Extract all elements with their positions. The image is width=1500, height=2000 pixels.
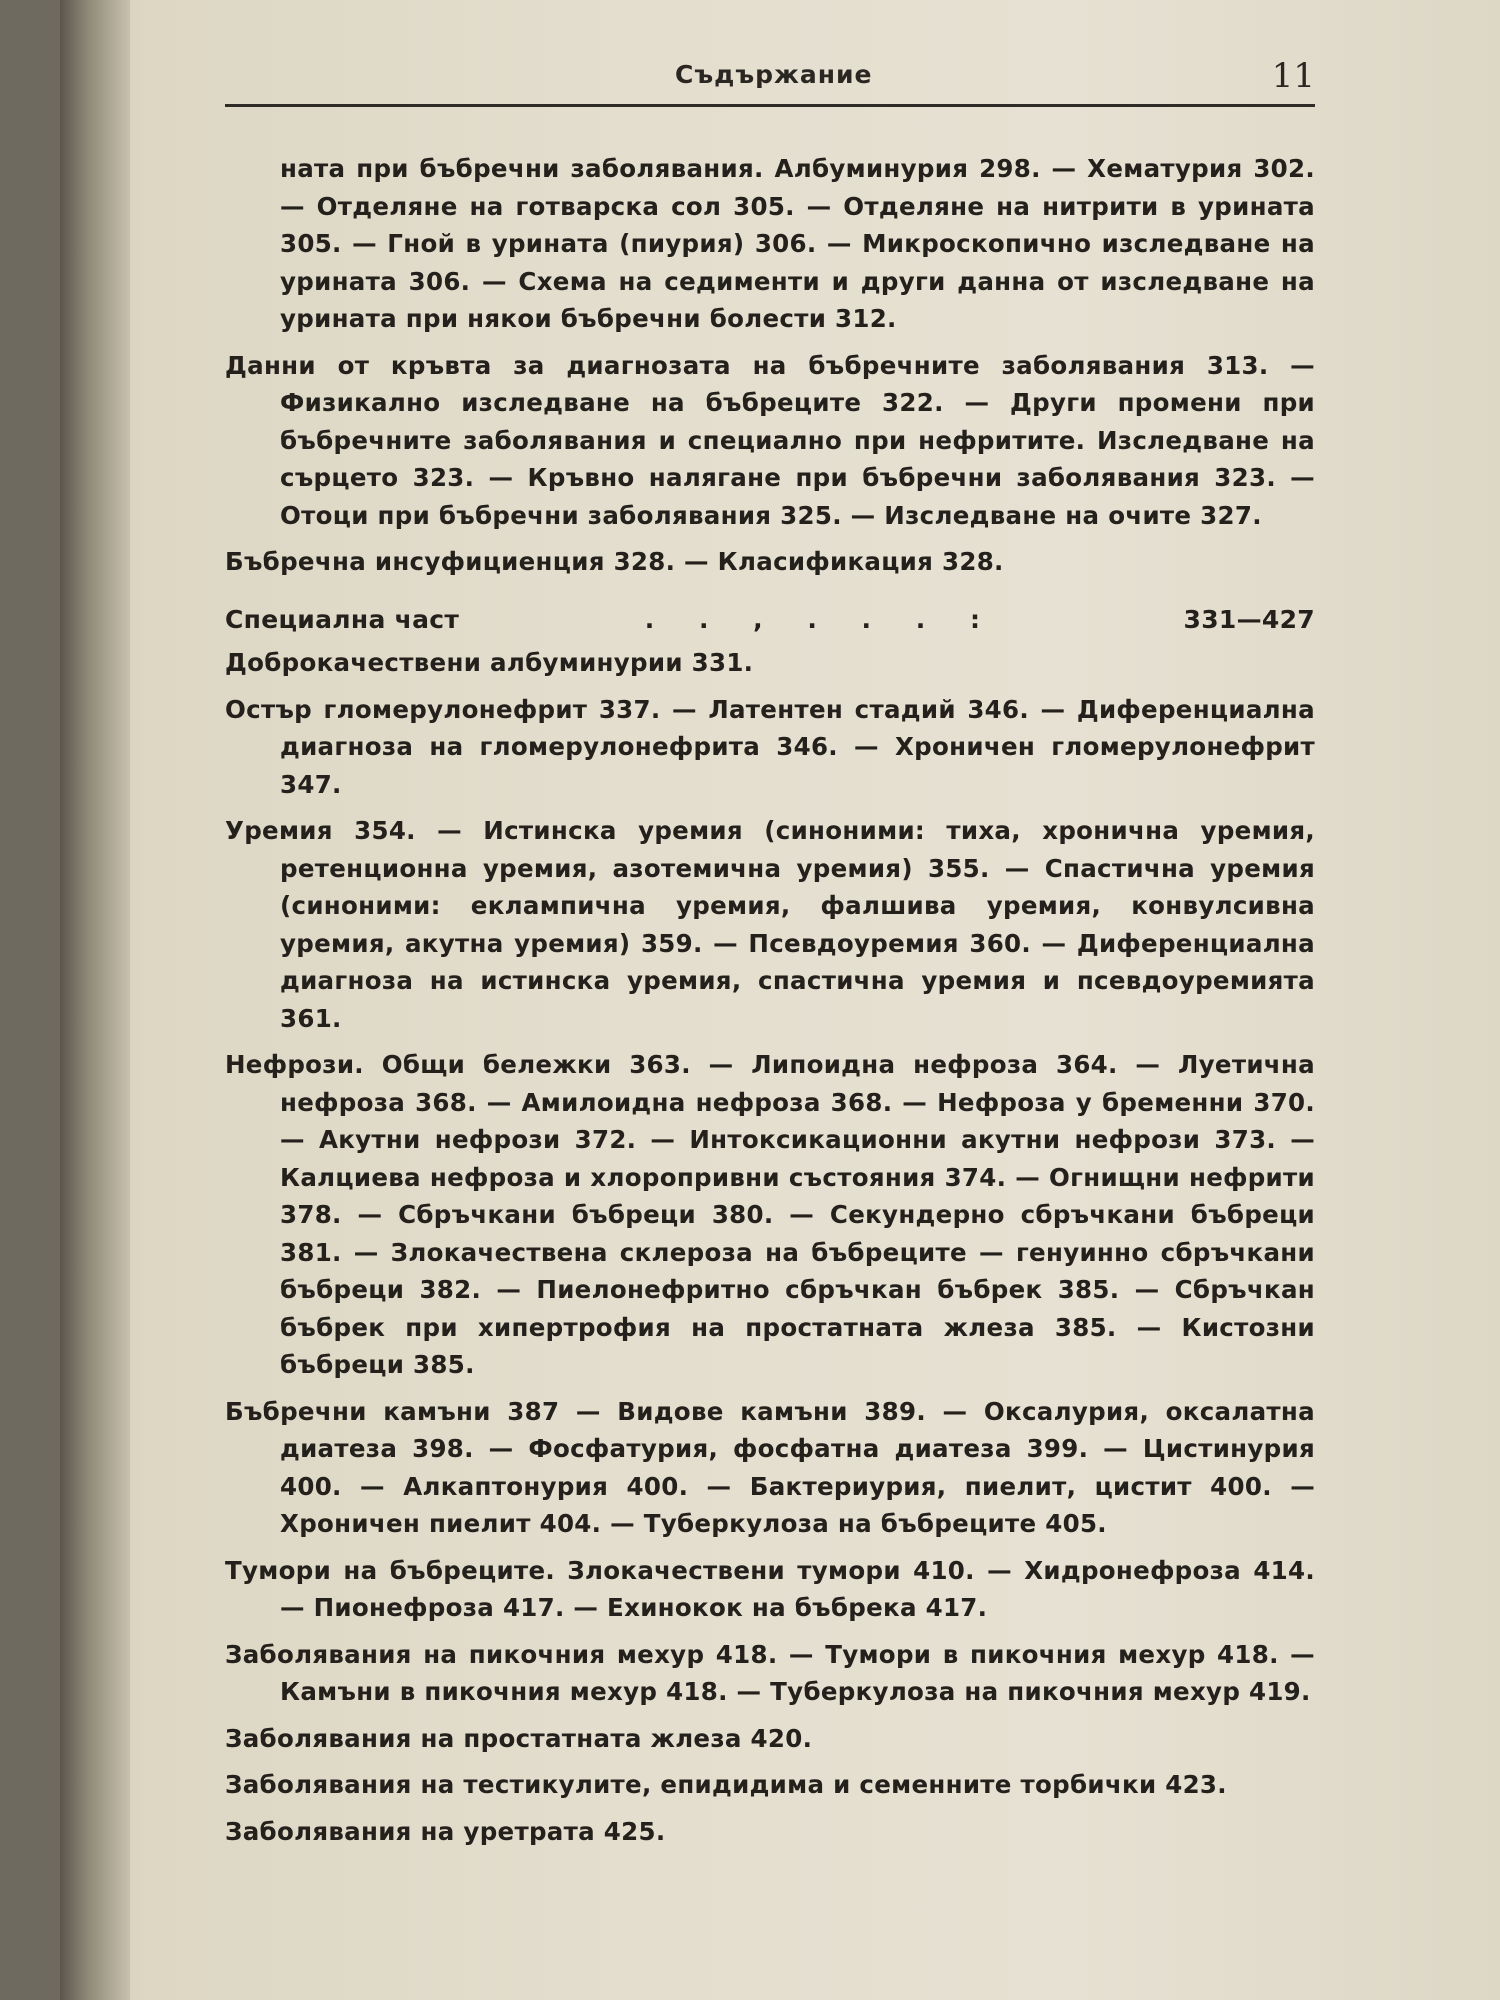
toc-entry: Заболявания на пикочния мехур 418. — Тумори в пикочния мехур 418. — Камъни в пикочния мехур 418. — Туберкулоза на пикочния мехур 419. — [225, 1639, 1315, 1706]
section-pages: 331—427 — [1183, 604, 1315, 634]
toc-entry: Доброкачествени албуминурии 331. — [225, 648, 754, 677]
section-title: Специална част — [225, 604, 460, 634]
running-title: Съдържание — [675, 60, 873, 89]
toc-entry: ната при бъбречни заболявания. Албуминурия 298. — Хематурия 302. — Отделяне на готварска сол 305. — Отделяне на нитрити в урината 305. — Гной в урината (пиурия) 306. — Микроскопично изследване на урината 306. — Схема на седименти и други данна от изследване на урината при някои бъбречни болести 312. — [280, 154, 1315, 333]
section-leader-dots: . . , . . . : — [644, 604, 998, 634]
book-spine-shadow — [60, 0, 130, 2000]
toc-entry: Данни от кръвта за диагнозата на бъбречните заболявания 313. — Физикално изследване на бъбреците 322. — Други промени при бъбречните заболявания и специално при нефритите. Изследване на сърцето 323. — Кръвно налягане при бъбречни заболявания 323. — Отоци при бъбречни заболявания 325. — Изследване на очите 327. — [225, 350, 1315, 530]
toc-entry: Заболявания на тестикулите, епидидима и семенните торбички 423. — [225, 1770, 1227, 1799]
toc-entry: Заболявания на уретрата 425. — [225, 1816, 666, 1846]
toc-content — [225, 150, 1315, 1859]
running-head — [225, 56, 1315, 106]
toc-entry: Бъбречна инсуфициенция 328. — Класификация 328. — [225, 547, 1004, 576]
section-heading — [225, 601, 1315, 639]
toc-entry: Остър гломерулонефрит 337. — Латентен стадий 346. — Диференциална диагноза на гломерулонефрита 346. — Хроничен гломерулонефрит 347. — [225, 694, 1315, 799]
toc-entry: Нефрози. Общи бележки 363. — Липоидна нефроза 364. — Луетична нефроза 368. — Амилоидна нефроза 368. — Нефроза у бременни 370. — Акутни нефрози 372. — Интоксикационни акутни нефрози 373. — Калциева нефроза и хлоропривни състояния 374. — Огнищни нефрити 378. — Сбръчкани бъбреци 380. — Секундерно сбръчкани бъбреци 381. — Злокачествена склероза на бъбреците — генуинно сбръчкани бъбреци 382. — Пиелонефритно сбръчкан бъбрек 385. — Сбръчкан бъбрек при хипертрофия на простатната жлеза 385. — Кистозни бъбреци 385. — [225, 1050, 1315, 1379]
page-number: 11 — [1271, 56, 1315, 96]
header-rule — [225, 104, 1315, 107]
toc-entry: Заболявания на простатната жлеза 420. — [225, 1723, 813, 1753]
toc-entry: Уремия 354. — Истинска уремия (синоними: тиха, хронична уремия, ретенционна уремия, азотемична уремия) 355. — Спастична уремия (синоними: еклампична уремия, фалшива уремия, конвулсивна уремия, акутна уремия) 359. — Псевдоуремия 360. — Диференциална диагноза на истинска уремия, спастична уремия и псевдоуремията 361. — [225, 816, 1315, 1033]
toc-entry: Тумори на бъбреците. Злокачествени тумори 410. — Хидронефроза 414. — Пионефроза 417. — Ехинокок на бъбрека 417. — [225, 1555, 1315, 1622]
toc-entry: Бъбречни камъни 387 — Видове камъни 389. — Оксалурия, оксалатна диатеза 398. — Фосфатурия, фосфатна диатеза 399. — Цистинурия 400. — Алкаптонурия 400. — Бактериурия, пиелит, цистит 400. — Хроничен пиелит 404. — Туберкулоза на бъбреците 405. — [225, 1396, 1315, 1538]
